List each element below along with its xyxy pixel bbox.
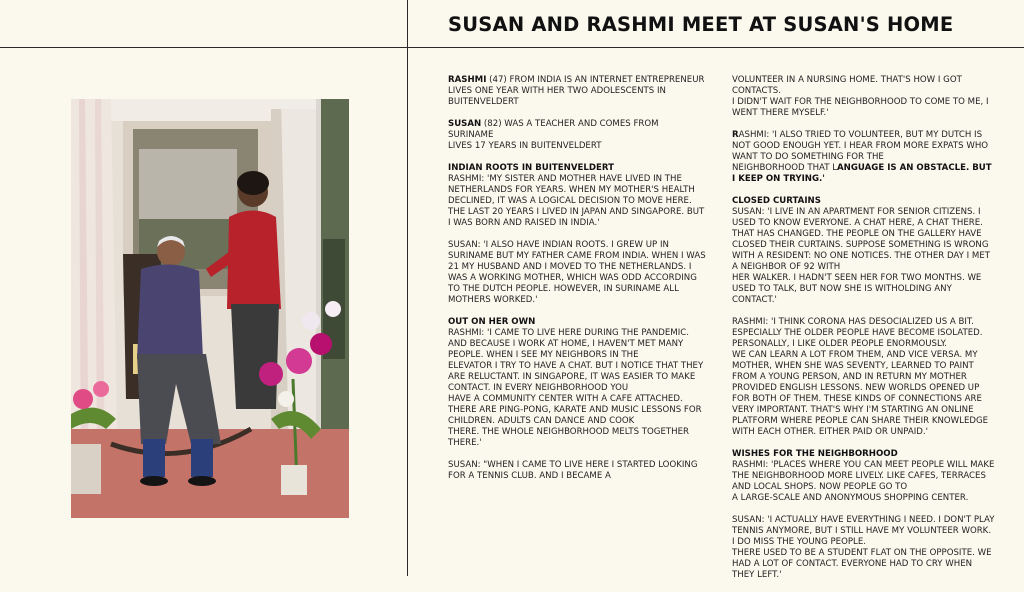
susan-name: SUSAN (448, 119, 482, 129)
heading-out-on-own: OUT ON HER OWN (448, 317, 536, 327)
section-closed-curtains (732, 196, 996, 306)
paragraph-volunteer: VOLUNTEER IN A NURSING HOME. THAT'S HOW I GOT CONTACTS. I DIDN'T WAIT FOR THE NEIGHBORHOOD TO COME TO ME, I WENT THERE MYSELF.' (732, 75, 989, 118)
section-wishes (732, 449, 996, 504)
paragraph-tennis: SUSAN: "WHEN I CAME TO LIVE HERE I STARTED LOOKING FOR A TENNIS CLUB. AND I BECAME A (448, 460, 698, 481)
rashmi-volunteer-bold: ANGUAGE IS AN OBSTACLE. BUT I KEEP ON TRYING.' (732, 163, 992, 184)
header-divider (0, 47, 1024, 48)
heading-indian-roots: INDIAN ROOTS IN BUITENVELDERT (448, 163, 614, 173)
susan-intro (448, 119, 706, 152)
portrait-photo (71, 99, 349, 518)
rashmi-intro (448, 75, 706, 108)
rashmi-bio: (47) FROM INDIA IS AN INTERNET ENTREPRENEUR LIVES ONE YEAR WITH HER TWO ADOLESCENTS IN BUITENVELDERT (448, 75, 705, 107)
paragraph-susan-roots: SUSAN: 'I ALSO HAVE INDIAN ROOTS. I GREW UP IN SURINAME BUT MY FATHER CAME FROM INDIA. WHEN I WAS 21 MY HUSBAND AND I MOVED TO THE NETHERLANDS. I WAS A WORKING MOTHER, WHICH WAS ODD ACCORDING TO THE DUTCH PEOPLE. HOWEVER, IN SURINAME ALL MOTHERS WORKED.' (448, 240, 706, 305)
rashmi-name: RASHMI (448, 75, 487, 85)
section-indian-roots (448, 163, 706, 229)
article-column-right (732, 75, 996, 592)
paragraph-wishes: RASHMI: 'PLACES WHERE YOU CAN MEET PEOPLE WILL MAKE THE NEIGHBORHOOD MORE LIVELY. LIKE CAFES, TERRACES AND LOCAL SHOPS. NOW PEOPLE GO TO A LARGE-SCALE AND ANONYMOUS SHOPPING CENTER. (732, 460, 995, 503)
paragraph-indian-roots: RASHMI: 'MY SISTER AND MOTHER HAVE LIVED IN THE NETHERLANDS FOR YEARS. WHEN MY MOTHER'S HEALTH DECLINED, IT WAS A LOGICAL DECISION TO MOVE HERE. THE LAST 20 YEARS I LIVED IN JAPAN AND SINGAPORE. BUT I WAS BORN AND RAISED IN INDIA.' (448, 174, 705, 228)
paragraph-rashmi-volunteer (732, 130, 996, 185)
rashmi-volunteer-text: ASHMI: 'I ALSO TRIED TO VOLUNTEER, BUT MY DUTCH IS NOT GOOD ENOUGH YET. I HEAR FROM MORE EXPATS WHO WANT TO DO SOMETHING FOR THE NEIGHBORHOOD THAT L (732, 130, 989, 173)
susan-bio: (82) WAS A TEACHER AND COMES FROM SURINAME LIVES 17 YEARS IN BUITENVELDERT (448, 119, 659, 151)
paragraph-closed-curtains: SUSAN: 'I LIVE IN AN APARTMENT FOR SENIOR CITIZENS. I USED TO KNOW EVERYONE. A CHAT HERE, A CHAT THERE. THAT HAS CHANGED. THE PEOPLE ON THE GALLERY HAVE CLOSED THEIR CURTAINS. SUPPOSE SOMETHING IS WRONG WITH A RESIDENT: NO ONE NOTICES. THE OTHER DAY I MET A NEIGHBOR OF 92 WITH HER WALKER. I HADN'T SEEN HER FOR TWO MONTHS. WE USED TO TALK, BUT NOW SHE IS WITHOLDING ANY CONTACT.' (732, 207, 990, 305)
paragraph-out-on-own: RASHMI: 'I CAME TO LIVE HERE DURING THE PANDEMIC. AND BECAUSE I WORK AT HOME, I HAVEN'T MET MANY PEOPLE. WHEN I SEE MY NEIGHBORS IN THE ELEVATOR I TRY TO HAVE A CHAT. BUT I NOTICE THAT THEY ARE RELUCTANT. IN SINGAPORE, IT WAS EASIER TO MAKE CONTACT. IN EVERY NEIGHBORHOOD YOU HAVE A COMMUNITY CENTER WITH A CAFE ATTACHED. THERE ARE PING-PONG, KARATE AND MUSIC LESSONS FOR CHILDREN. ADULTS CAN DANCE AND COOK THERE. THE WHOLE NEIGHBORHOOD MELTS TOGETHER THERE.' (448, 328, 704, 448)
column-divider (407, 0, 408, 576)
article-column-left (448, 75, 706, 493)
paragraph-everything: SUSAN: 'I ACTUALLY HAVE EVERYTHING I NEED. I DON'T PLAY TENNIS ANYMORE, BUT I STILL HAVE MY VOLUNTEER WORK. I DO MISS THE YOUNG PEOPLE. THERE USED TO BE A STUDENT FLAT ON THE OPPOSITE. WE HAD A LOT OF CONTACT. EVERYONE HAD TO CRY WHEN THEY LEFT.' (732, 515, 995, 580)
rashmi-initial: R (732, 130, 739, 140)
paragraph-corona: RASHMI: 'I THINK CORONA HAS DESOCIALIZED US A BIT. ESPECIALLY THE OLDER PEOPLE HAVE BECOME ISOLATED. PERSONALLY, I LIKE OLDER PEOPLE ENORMOUSLY. WE CAN LEARN A LOT FROM THEM, AND VICE VERSA. MY MOTHER, WHEN SHE WAS SEVENTY, LEARNED TO PAINT FROM A YOUNG PERSON, AND IN RETURN MY MOTHER PROVIDED ENGLISH LESSONS. NEW WORLDS OPENED UP FOR BOTH OF THEM. THESE KINDS OF CONNECTIONS ARE VERY IMPORTANT. THAT'S WHY I'M STARTING AN ONLINE PLATFORM WHERE PEOPLE CAN SHARE THEIR KNOWLEDGE WITH EACH OTHER. EITHER PAID OR UNPAID.' (732, 317, 989, 437)
heading-closed-curtains: CLOSED CURTAINS (732, 196, 821, 206)
page-title: SUSAN AND RASHMI MEET AT SUSAN'S HOME (448, 13, 954, 36)
heading-wishes: WISHES FOR THE NEIGHBORHOOD (732, 449, 898, 459)
section-out-on-own (448, 317, 706, 449)
